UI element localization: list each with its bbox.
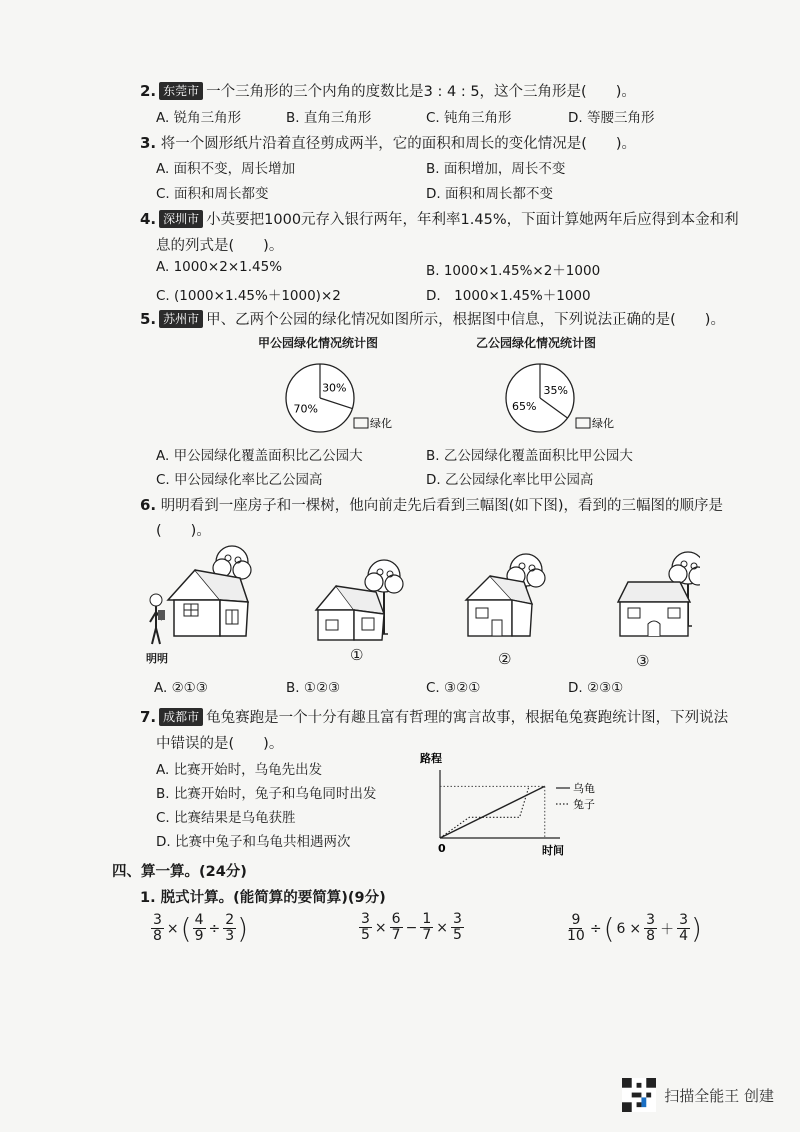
- q5-option-d[interactable]: D. 乙公园绿化率比甲公园高: [426, 472, 594, 488]
- q4-option-c[interactable]: C. (1000×1.45%＋1000)×2: [156, 288, 341, 304]
- q2-option-d[interactable]: D. 等腰三角形: [568, 110, 655, 126]
- legend-tortoise: 乌龟: [573, 782, 595, 795]
- race-chart: [410, 750, 610, 860]
- pie-slice-label-0: 35%: [543, 383, 568, 397]
- legend-swatch: [354, 418, 368, 428]
- legend-rabbit: 兔子: [573, 798, 595, 811]
- race-chart-ylabel: 路程: [420, 752, 442, 765]
- q7-option-b[interactable]: B. 比赛开始时，兔子和乌龟同时出发: [156, 786, 377, 802]
- pie-slice-label-0: 30%: [322, 381, 347, 395]
- q6-option-a[interactable]: A. ②①③: [154, 680, 208, 696]
- watermark-text: 扫描全能王 创建: [664, 1086, 774, 1105]
- q4-option-a[interactable]: A. 1000×2×1.45%: [156, 259, 283, 275]
- section-4-title: 四、算一算。(24分): [112, 864, 247, 880]
- q3-option-a[interactable]: A. 面积不变，周长增加: [156, 161, 296, 177]
- q2-option-b[interactable]: B. 直角三角形: [286, 110, 372, 126]
- q2-option-a[interactable]: A. 锐角三角形: [156, 110, 242, 126]
- region-tag: 深圳市: [159, 210, 203, 228]
- legend-label: 绿化: [592, 417, 614, 430]
- expression-3: $\frac{9}{10}$ ÷ ( 6 × $\frac{3}{8}$ ＋ $\frac{3}{4}$ ): [567, 912, 702, 945]
- view-2-caption: ②: [498, 650, 512, 668]
- person-figure: [150, 594, 165, 644]
- q3-stem: 3. 将一个圆形纸片沿着直径剪成两半，它的面积和周长的变化情况是( )。: [140, 134, 637, 152]
- section-4-sub: 1. 脱式计算。(能简算的要简算)(9分): [140, 890, 386, 906]
- q4-stem-cont: 息的列式是( )。: [156, 238, 284, 254]
- q4-option-b[interactable]: B. 1000×1.45%×2＋1000: [426, 263, 601, 279]
- region-tag: 苏州市: [159, 310, 203, 328]
- q5-option-c[interactable]: C. 甲公园绿化率比乙公园高: [156, 472, 323, 488]
- pie-chart-b: [500, 358, 630, 438]
- q4-option-d[interactable]: D. 1000×1.45%＋1000: [426, 288, 591, 304]
- q2-stem: 2. 东莞市 一个三角形的三个内角的度数比是3 : 4 : 5，这个三角形是( )。: [140, 82, 636, 100]
- q5-option-a[interactable]: A. 甲公园绿化覆盖面积比乙公园大: [156, 448, 363, 464]
- legend-swatch: [576, 418, 590, 428]
- q7-stem: 7. 成都市 龟兔赛跑是一个十分有趣且富有哲理的寓言故事，根据龟兔赛跑统计图，下列说法: [140, 708, 729, 726]
- view-3-caption: ③: [636, 652, 650, 670]
- q4-stem: 4. 深圳市 小英要把1000元存入银行两年，年利率1.45%，下面计算她两年后应得到本金和利: [140, 210, 739, 228]
- q7-option-c[interactable]: C. 比赛结果是乌龟获胜: [156, 810, 296, 826]
- q3-option-b[interactable]: B. 面积增加，周长不变: [426, 161, 566, 177]
- race-chart-xlabel: 时间: [542, 844, 564, 857]
- house-view-1: [316, 560, 403, 640]
- house-view-main: [168, 546, 251, 636]
- qr-code-icon: [622, 1078, 656, 1112]
- q6-option-d[interactable]: D. ②③①: [568, 680, 624, 696]
- house-view-3: [618, 552, 700, 636]
- q5-option-b[interactable]: B. 乙公园绿化覆盖面积比甲公园大: [426, 448, 633, 464]
- race-series-tortoise: [440, 786, 545, 838]
- pie-slice-label-1: 70%: [293, 402, 318, 416]
- race-chart-origin: 0: [438, 842, 446, 855]
- q3-option-c[interactable]: C. 面积和周长都变: [156, 186, 269, 202]
- q6-stem: 6. 明明看到一座房子和一棵树，他向前走先后看到三幅图(如下图)，看到的三幅图的顺序是: [140, 496, 724, 514]
- q2-option-c[interactable]: C. 钝角三角形: [426, 110, 512, 126]
- q7-option-a[interactable]: A. 比赛开始时，乌龟先出发: [156, 762, 323, 778]
- person-caption: 明明: [146, 652, 168, 665]
- house-view-2: [466, 554, 545, 636]
- q7-option-d[interactable]: D. 比赛中兔子和乌龟共相遇两次: [156, 834, 351, 850]
- view-1-caption: ①: [350, 646, 364, 664]
- expression-2: $\frac{3}{5}$ × $\frac{6}{7}$ − $\frac{1}{7}$ × $\frac{3}{5}$: [361, 911, 462, 943]
- pie-chart-a: [280, 358, 410, 438]
- q7-stem-cont: 中错误的是( )。: [156, 736, 284, 752]
- q3-option-d[interactable]: D. 面积和周长都不变: [426, 186, 553, 202]
- pie-slice-label-1: 65%: [512, 400, 537, 414]
- region-tag: 东莞市: [159, 82, 203, 100]
- legend-label: 绿化: [370, 417, 392, 430]
- q5-stem: 5. 苏州市 甲、乙两个公园的绿化情况如图所示，根据图中信息，下列说法正确的是( )。: [140, 310, 725, 328]
- q6-stem-cont: ( )。: [156, 523, 211, 539]
- house-views-illustration: [140, 540, 700, 670]
- pie-chart-b-title: 乙公园绿化情况统计图: [476, 336, 597, 350]
- q6-option-b[interactable]: B. ①②③: [286, 680, 341, 696]
- q6-option-c[interactable]: C. ③②①: [426, 680, 481, 696]
- race-series-rabbit: [440, 786, 529, 838]
- region-tag: 成都市: [159, 708, 203, 726]
- scanner-watermark: [622, 1078, 774, 1112]
- pie-chart-a-title: 甲公园绿化情况统计图: [258, 336, 379, 350]
- expression-1: $\frac{3}{8}$ × ( $\frac{4}{9}$ ÷ $\frac{2}{3}$ ): [153, 912, 249, 945]
